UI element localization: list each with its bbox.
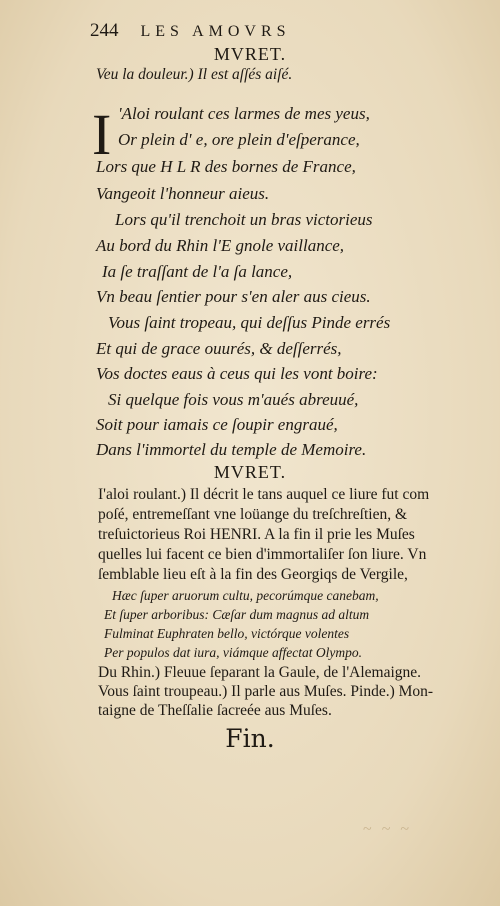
quote-line: Fulminat Euphraten bello, victórque volentes (104, 626, 350, 641)
page-number: 244 (90, 20, 119, 41)
poem-line: Or plein d' e, ore plein d'eſperance, (118, 130, 360, 149)
commentary-line: Du Rhin.) Fleuue ſeparant la Gaule, de l'Alemaigne. (98, 664, 422, 681)
poem-line: 'Aloi roulant ces larmes de mes yeus, (118, 104, 370, 123)
poem-line: Et qui de grace ouurés, & deſſerrés, (96, 339, 342, 358)
section-heading-muret: MVRET. (213, 44, 287, 64)
poem-line: Lors que H L R des bornes de France, (96, 157, 356, 176)
fin-mark: Fin. (225, 724, 275, 753)
commentary-line: taigne de Theſſalie ſacreée aus Muſes. (98, 702, 332, 719)
poem-line: Vn beau ſentier pour s'en aler aus cieus. (96, 287, 371, 306)
quote-line: Per populos dat iura, viámque affectat Olympo. (104, 645, 362, 660)
drop-cap: I (92, 102, 112, 167)
section-heading-muret: MVRET. (213, 462, 287, 482)
poem-line: Vous ſaint tropeau, qui deſſus Pinde errés (108, 313, 391, 332)
commentary-line: Vous ſaint troupeau.) Il parle aus Muſes. Pinde.) Mon- (98, 683, 434, 700)
commentary-line: poſé, entremeſſant vne loüange du treſchreſtien, & (98, 506, 408, 523)
commentary-line: ſemblable lieu eſt à la fin des Georgiqs de Vergile, (98, 566, 408, 583)
poem-line: Lors qu'il trenchoit un bras victorieus (115, 210, 373, 229)
poem-line: Ia ſe traſſant de l'a ſa lance, (102, 262, 293, 281)
poem-line: Au bord du Rhin l'E gnole vaillance, (96, 236, 345, 255)
poem-line: Dans l'immortel du temple de Memoire. (96, 440, 367, 459)
poem-line: Vangeoit l'honneur aieus. (96, 184, 270, 203)
poem-line: Soit pour iamais ce ſoupir engraué, (96, 415, 338, 434)
running-title: LES AMOVRS (140, 23, 291, 40)
commentary-line: treſuictorieus Roi HENRI. A la fin il prie les Muſes (98, 526, 415, 543)
poem-line: Vos doctes eaus à ceus qui les vont boire: (96, 364, 378, 383)
poem-line: Si quelque fois vous m'aués abreuué, (108, 390, 359, 409)
quote-line: Hæc ſuper aruorum cultu, pecorúmque canebam, (112, 588, 379, 603)
running-header (90, 20, 480, 42)
commentary-line: I'aloi roulant.) Il décrit le tans auquel ce liure fut com (98, 486, 430, 503)
quote-line: Et ſuper arboribus: Cæſar dum magnus ad altum (104, 607, 370, 622)
intro-comment: Veu la douleur.) Il est aſſés aiſé. (96, 66, 293, 83)
commentary-line: quelles lui facent ce bien d'immortaliſer ſon liure. Vn (98, 546, 427, 563)
show-through-text: ~ ~ ~ (360, 819, 409, 836)
